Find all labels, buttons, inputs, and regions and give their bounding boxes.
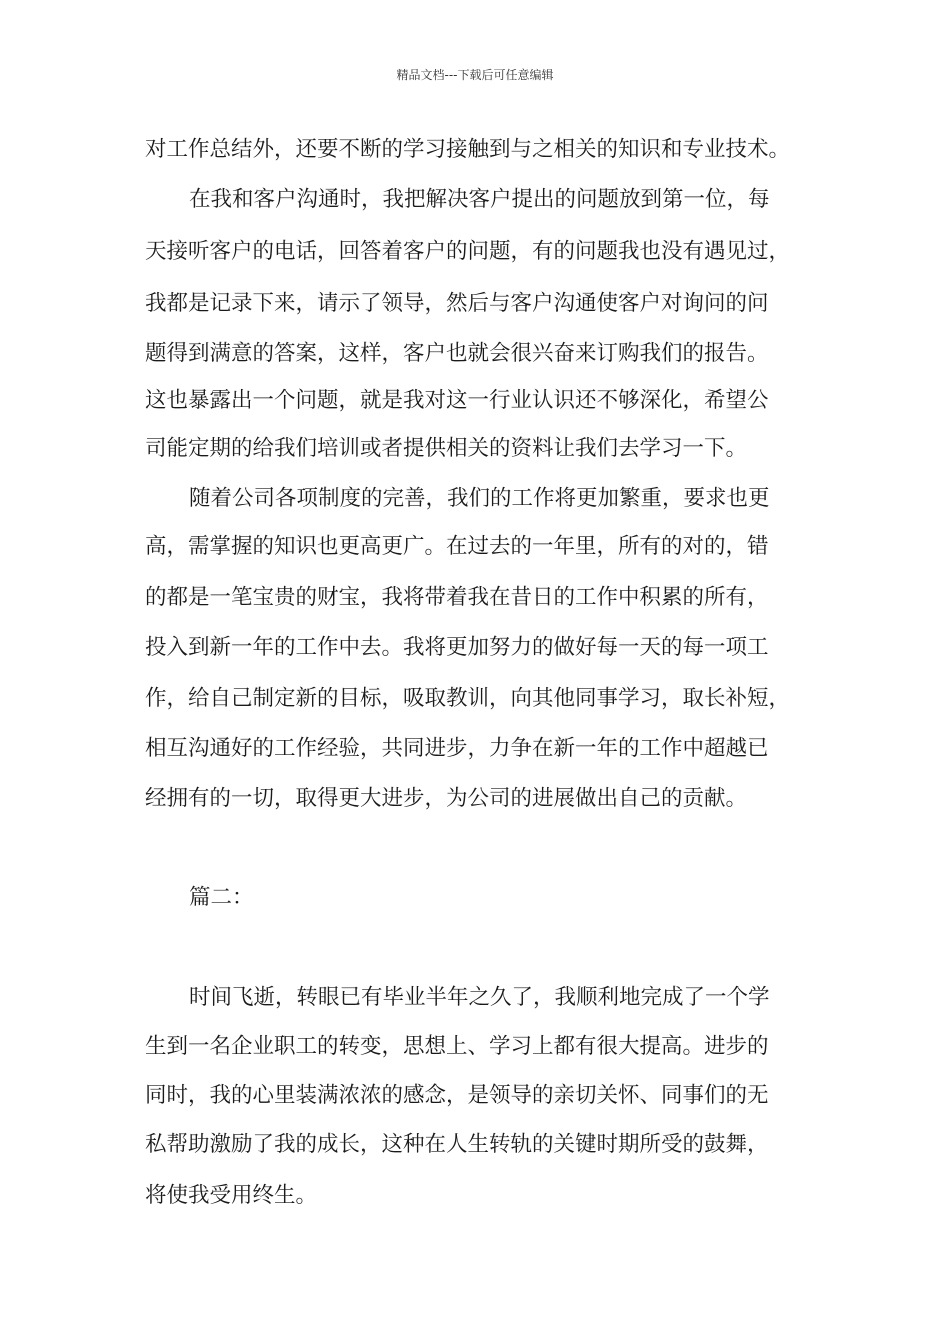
text-line: 私帮助激励了我的成长，这种在人生转轨的关键时期所受的鼓舞， bbox=[145, 1132, 769, 1157]
text-line: 时间飞逝，转眼已有毕业半年之久了，我顺利地完成了一个学 bbox=[189, 985, 770, 1010]
text-line: 随着公司各项制度的完善，我们的工作将更加繁重，要求也更 bbox=[189, 486, 770, 511]
text-line: 司能定期的给我们培训或者提供相关的资料让我们去学习一下。 bbox=[145, 436, 748, 461]
text-line: 经拥有的一切，取得更大进步，为公司的进展做出自己的贡献。 bbox=[145, 786, 748, 811]
text-line: 天接听客户的电话，回答着客户的问题，有的问题我也没有遇见过， bbox=[145, 239, 791, 264]
text-line: 相互沟通好的工作经验，共同进步，力争在新一年的工作中超越已 bbox=[145, 736, 769, 761]
text-line: 我都是记录下来，请示了领导，然后与客户沟通使客户对询问的问 bbox=[145, 291, 769, 316]
text-line: 在我和客户沟通时，我把解决客户提出的问题放到第一位，每 bbox=[189, 187, 770, 212]
text-line: 对工作总结外，还要不断的学习接触到与之相关的知识和专业技术。 bbox=[145, 137, 791, 162]
text-line: 将使我受用终生。 bbox=[145, 1183, 318, 1208]
text-line: 高，需掌握的知识也更高更广。在过去的一年里，所有的对的，错 bbox=[145, 534, 769, 559]
text-line: 这也暴露出一个问题，就是我对这一行业认识还不够深化，希望公 bbox=[145, 388, 769, 413]
text-line: 题得到满意的答案，这样，客户也就会很兴奋来订购我们的报告。 bbox=[145, 341, 769, 366]
text-line: 同时，我的心里装满浓浓的感念，是领导的亲切关怀、同事们的无 bbox=[145, 1083, 769, 1108]
section-heading: 篇二： bbox=[189, 885, 254, 910]
page-header: 精品文档---下载后可任意编辑 bbox=[396, 68, 554, 82]
text-line: 作，给自己制定新的目标，吸取教训，向其他同事学习，取长补短， bbox=[145, 686, 791, 711]
text-line: 的都是一笔宝贵的财宝，我将带着我在昔日的工作中积累的所有， bbox=[145, 585, 769, 610]
text-line: 生到一名企业职工的转变，思想上、学习上都有很大提高。进步的 bbox=[145, 1034, 769, 1059]
text-line: 投入到新一年的工作中去。我将更加努力的做好每一天的每一项工 bbox=[145, 635, 769, 660]
